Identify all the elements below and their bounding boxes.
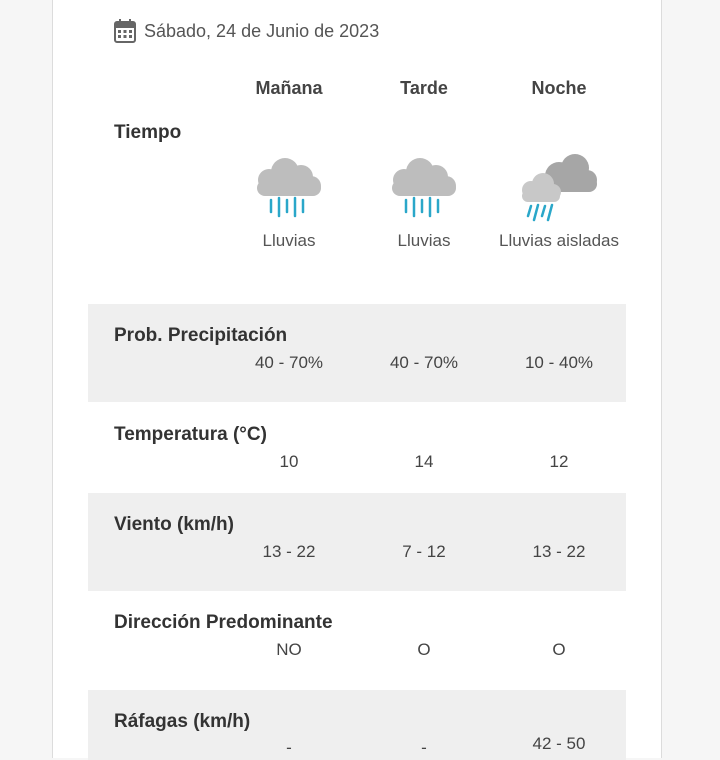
temperature-afternoon: 14 [414,452,434,471]
direction-afternoon: O [417,640,431,659]
weather-label-afternoon: Lluvias [397,231,451,250]
temperature-night: 12 [549,452,569,471]
column-header-night: Noche [531,78,587,98]
row-title-direction: Dirección Predominante [114,612,333,633]
wind-night: 13 - 22 [532,542,586,561]
rain-cloud-icon [249,150,329,222]
wind-morning: 13 - 22 [262,542,316,561]
weather-row-title: Tiempo [114,122,182,143]
gusts-night: 42 - 50 [532,734,586,753]
direction-morning: NO [276,640,302,659]
forecast-date [114,16,379,46]
weather-label-morning: Lluvias [262,231,316,250]
row-title-gusts: Ráfagas (km/h) [114,711,251,732]
temperature-morning: 10 [279,452,299,471]
direction-night: O [552,640,566,659]
row-title-wind: Viento (km/h) [114,514,234,535]
rain-cloud-icon [384,150,464,222]
row-title-temperature: Temperatura (°C) [114,424,267,445]
precipitation-night: 10 - 40% [524,353,594,372]
calendar-icon [114,18,136,44]
wind-afternoon: 7 - 12 [402,542,446,561]
column-header-morning: Mañana [255,78,323,98]
gusts-morning: - [286,738,292,757]
column-header-afternoon: Tarde [400,78,448,98]
weather-label-night: Lluvias aisladas [498,231,619,250]
gusts-afternoon: - [421,738,427,757]
date-text: Sábado, 24 de Junio de 2023 [144,20,380,41]
precipitation-afternoon: 40 - 70% [389,353,459,372]
row-title-precipitation: Prob. Precipitación [114,325,288,346]
precipitation-morning: 40 - 70% [254,353,324,372]
isolated-rain-cloud-icon [519,150,599,222]
